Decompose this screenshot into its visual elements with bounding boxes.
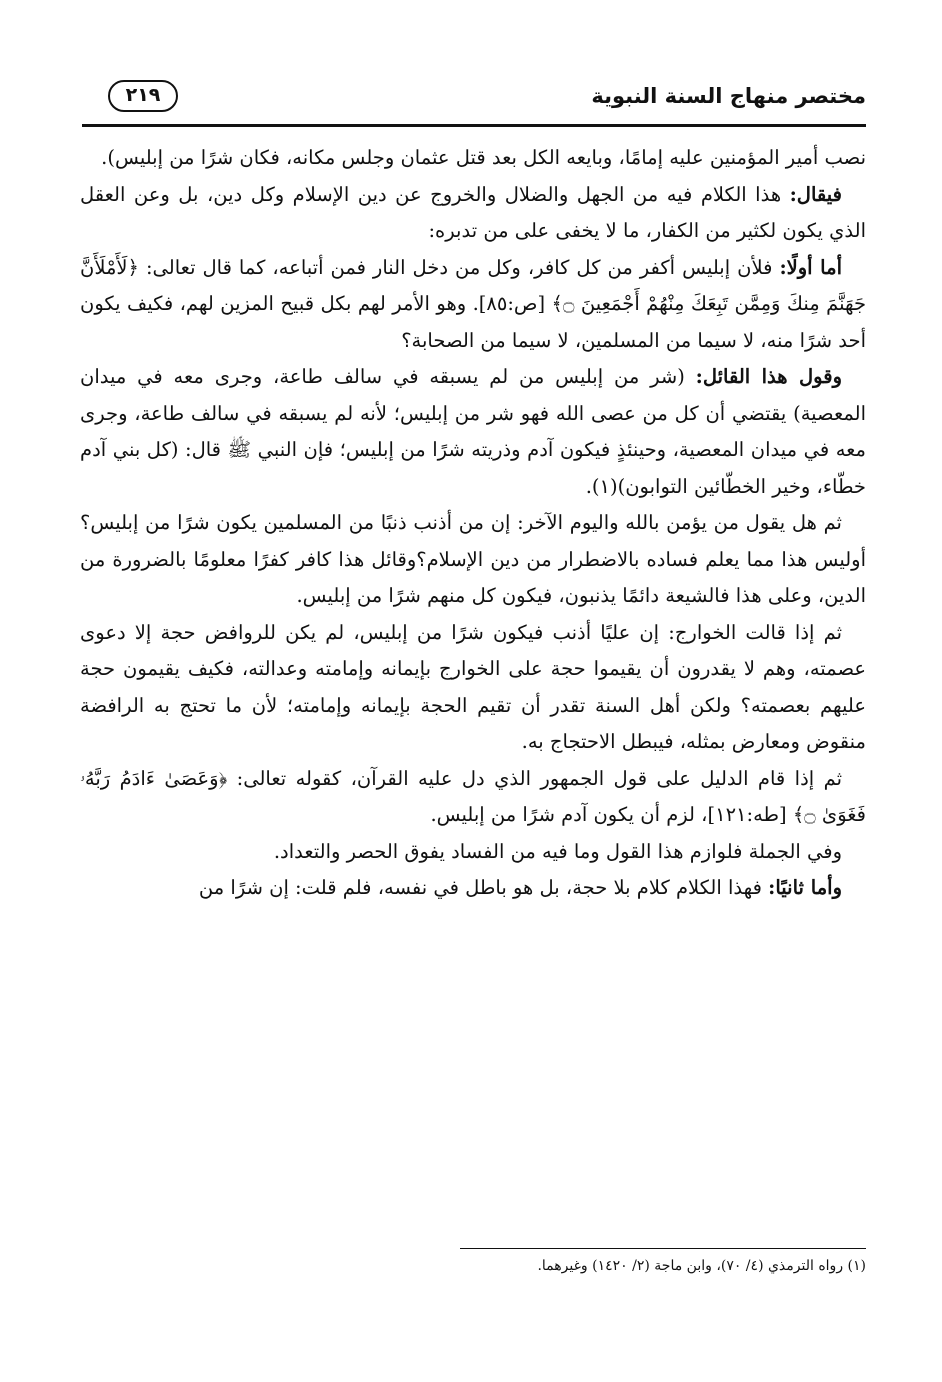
paragraph-text: ثم إذا قالت الخوارج: إن عليًا أذنب فيكون شرًا من إبليس، لم يكن للروافض حجة إلا دعوى عصمته، وهم لا يقدرون أن يقيموا حجة على الخوارج بإيمانه وإمامته وعدالته، فكيف يقيمون حجة عليهم بعصمته؟ ولكن أهل السنة تقدر أن تقيم الحجة بإيمانه وإمامته؛ لأن ما تحتج به الرافضة منقوض ومعارض بمثله، فيبطل الاحتجاج به. (80, 620, 866, 753)
paragraph-text: ثم إذا قام الدليل على قول الجمهور الذي دل عليه القرآن، كقوله تعالى: ﴿وَعَصَىٰ ءَادَمُ رَبَّهُۥ فَغَوَىٰ ۝﴾ [طه:١٢١]، لزم أن يكون آدم شرًا من إبليس. (80, 766, 866, 826)
page-header (80, 78, 866, 126)
header-rule (82, 124, 866, 127)
paragraph-lead: أما أولًا: (779, 255, 842, 279)
paragraph-2 (80, 177, 866, 250)
paragraph-lead: وقول هذا القائل: (695, 365, 842, 388)
footnote: (١) رواه الترمذي (٤/ ٧٠)، وابن ماجة (٢/ ١٤٢٠) وغيرهما. (537, 1258, 866, 1274)
paragraph-4 (80, 359, 866, 505)
footnote-rule (460, 1248, 866, 1249)
paragraph-7 (80, 761, 866, 834)
paragraph-6 (80, 615, 866, 761)
paragraph-text: وفي الجملة فلوازم هذا القول وما فيه من الفساد يفوق الحصر والتعداد. (273, 839, 842, 863)
paragraph-text: ثم هل يقول من يؤمن بالله واليوم الآخر: إن من أذنب ذنبًا من المسلمين يكون شرًا من إبليس؟ أوليس هذا مما يعلم فساده بالاضطرار من دين الإسلام؟وقائل هذا كافر كفرًا معلومًا بالضرورة من الدين، وعلى هذا فالشيعة دائمًا يذنبون، فيكون كل منهم شرًا من إبليس. (80, 511, 866, 607)
paragraph-text: فهذا الكلام كلام بلا حجة، بل هو باطل في نفسه، فلم قلت: إن شرًا من (198, 876, 769, 899)
book-title: مختصر منهاج السنة النبوية (591, 84, 866, 108)
paragraph-text: نصب أمير المؤمنين عليه إمامًا، وبايعه الكل بعد قتل عثمان وجلس مكانه، فكان شرًا من إبليس). (101, 146, 866, 169)
page-body (80, 140, 866, 907)
paragraph-text: فلأن إبليس أكفر من كل كافر، وكل من دخل النار فمن أتباعه، كما قال تعالى: ﴿لَأَمْلَأَنَّ جَهَنَّمَ مِنكَ وَمِمَّن تَبِعَكَ مِنْهُمْ أَجْمَعِينَ ۝﴾ [ص:٨٥]. وهو الأمر لهم بكل قبيح المزين لهم، فكيف يكون أحد شرًا منه، لا سيما من المسلمين، لا سيما من الصحابة؟ (80, 255, 867, 352)
page-number: ٢١٩ (108, 80, 178, 112)
paragraph-lead: فيقال: (789, 182, 842, 206)
paragraph-9 (80, 870, 866, 907)
paragraph-3 (80, 250, 866, 360)
paragraph-lead: وأما ثانيًا: (768, 876, 842, 899)
paragraph-text: (شر من إبليس من لم يسبقه في سالف طاعة، وجرى معه في ميدان المعصية) يقتضي أن كل من عصى الله فهو شر من إبليس؛ لأنه لم يسبقه في سالف طاعة، وجرى معه في ميدان المعصية، وحينئذٍ فيكون آدم وذريته شرًا من إبليس؛ فإن النبي ﷺ قال: (كل بني آدم خطّاء، وخير الخطّائين التوابون)(١). (80, 365, 866, 498)
paragraph-8 (80, 834, 866, 871)
paragraph-text: هذا الكلام فيه من الجهل والضلال والخروج عن دين الإسلام وكل دين، بل وعن العقل الذي يكون لكثير من الكفار، ما لا يخفى على من تدبره: (80, 182, 866, 242)
paragraph-5 (80, 505, 866, 615)
paragraph-1 (80, 140, 866, 177)
